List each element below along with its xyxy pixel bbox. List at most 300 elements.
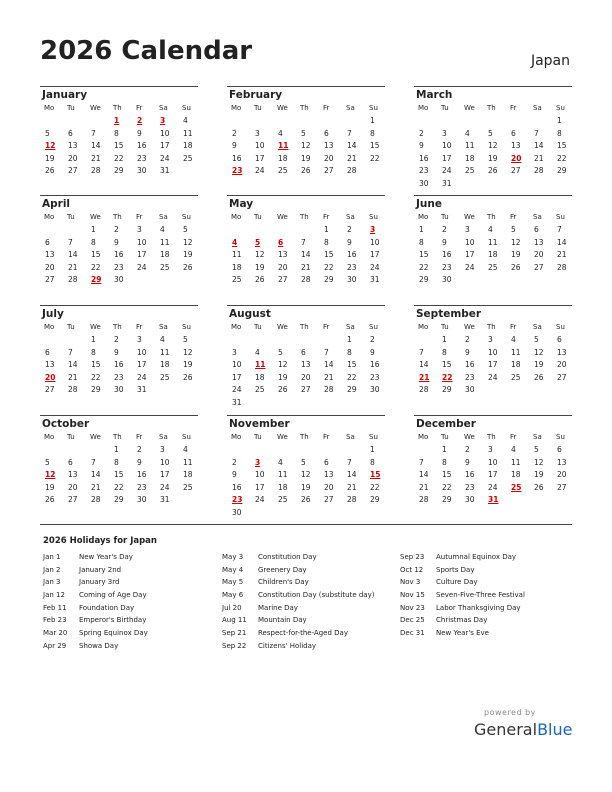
empty-cell <box>250 224 273 237</box>
holiday-day: 3 <box>255 457 261 467</box>
weekday-label: Sa <box>159 213 168 221</box>
day-cell: 10 <box>488 347 498 357</box>
day-cell: 17 <box>442 153 452 163</box>
day-cell: 19 <box>183 250 193 259</box>
day-cell: 28 <box>419 495 429 504</box>
day-cell: 30 <box>137 166 147 175</box>
days-grid <box>40 444 198 507</box>
day-cell: 16 <box>465 360 475 369</box>
day-cell: 11 <box>511 347 521 357</box>
holiday-day: 11 <box>278 141 289 150</box>
weekday-label: We <box>277 433 288 441</box>
month-name: November <box>229 418 290 430</box>
weekday-label: Mo <box>418 323 429 331</box>
day-cell: 18 <box>183 141 193 150</box>
weekday-label: Tu <box>441 213 449 221</box>
day-cell: 8 <box>442 347 447 357</box>
day-cell: 5 <box>45 457 50 467</box>
day-cell: 30 <box>419 178 429 188</box>
weekday-label: Sa <box>533 323 542 331</box>
month-name: May <box>229 198 254 210</box>
day-cell: 4 <box>465 128 470 138</box>
day-cell: 26 <box>45 166 55 175</box>
holiday-name: Constitution Day (substitute day) <box>258 591 375 600</box>
holiday-name: Children's Day <box>258 578 309 587</box>
holiday-row <box>43 564 148 577</box>
weekday-label: We <box>277 213 288 221</box>
day-cell: 7 <box>557 225 562 234</box>
empty-cell <box>437 115 460 128</box>
day-cell: 26 <box>183 372 193 382</box>
day-cell: 19 <box>183 360 193 369</box>
month-april <box>40 195 198 287</box>
weekday-header <box>227 102 385 115</box>
day-cell: 2 <box>370 335 375 344</box>
holiday-day: 22 <box>442 372 453 382</box>
day-cell: 18 <box>511 470 521 479</box>
day-cell: 27 <box>68 495 78 504</box>
empty-cell <box>40 115 63 128</box>
holiday-name: Emperor's Birthday <box>79 616 147 625</box>
day-cell: 20 <box>534 250 544 259</box>
day-cell: 1 <box>419 225 424 234</box>
day-cell: 8 <box>114 128 119 138</box>
day-cell: 18 <box>488 250 498 259</box>
month-september <box>414 305 572 397</box>
day-cell: 19 <box>534 470 544 479</box>
day-cell: 26 <box>534 372 544 382</box>
day-cell: 6 <box>557 335 562 344</box>
day-cell: 2 <box>114 225 119 234</box>
day-cell: 22 <box>324 262 334 272</box>
weekday-label: Su <box>182 213 191 221</box>
day-cell: 21 <box>91 153 101 163</box>
holiday-name: Christmas Day <box>436 616 488 625</box>
day-cell: 15 <box>114 141 124 150</box>
day-cell: 25 <box>278 166 288 175</box>
weekday-label: Sa <box>159 433 168 441</box>
empty-cell <box>506 115 529 128</box>
day-cell: 18 <box>160 250 170 259</box>
weekday-label: Fr <box>136 213 143 221</box>
weekday-label: Th <box>113 213 122 221</box>
day-cell: 15 <box>324 250 334 259</box>
day-cell: 28 <box>534 166 544 175</box>
day-cell: 31 <box>137 385 147 394</box>
day-cell: 22 <box>419 262 429 272</box>
day-cell: 19 <box>45 153 55 163</box>
day-cell: 9 <box>370 347 375 357</box>
weekday-label: Mo <box>44 104 55 112</box>
month-october <box>40 415 198 507</box>
holiday-row <box>222 564 374 577</box>
holiday-day: 12 <box>45 470 56 479</box>
days-grid <box>227 444 385 519</box>
weekday-label: Mo <box>231 104 242 112</box>
month-name: April <box>42 198 71 210</box>
day-cell: 21 <box>301 262 311 272</box>
day-cell: 12 <box>301 470 311 479</box>
day-cell: 1 <box>557 116 562 125</box>
day-cell: 12 <box>488 141 498 150</box>
day-cell: 7 <box>91 128 96 138</box>
holiday-date: Jan 3 <box>43 578 61 587</box>
day-cell: 10 <box>255 141 265 150</box>
day-cell: 24 <box>370 262 380 272</box>
holiday-date: Dec 25 <box>400 616 425 625</box>
day-cell: 14 <box>324 360 334 369</box>
day-cell: 15 <box>347 360 357 369</box>
day-cell: 16 <box>137 141 147 150</box>
day-cell: 20 <box>557 360 567 369</box>
day-cell: 6 <box>45 347 50 357</box>
holiday-column <box>222 551 374 653</box>
day-cell: 16 <box>114 250 124 259</box>
empty-cell <box>342 115 365 128</box>
day-cell: 17 <box>137 250 147 259</box>
day-cell: 2 <box>232 457 237 467</box>
day-cell: 6 <box>557 445 562 454</box>
day-cell: 4 <box>183 445 188 454</box>
holiday-date: Nov 3 <box>400 578 421 587</box>
day-cell: 14 <box>301 250 311 259</box>
day-cell: 2 <box>232 128 237 138</box>
holiday-day: 20 <box>511 153 522 163</box>
day-cell: 7 <box>324 347 329 357</box>
weekday-label: We <box>90 213 101 221</box>
day-cell: 8 <box>557 128 562 138</box>
country-label: Japan <box>530 53 570 69</box>
day-cell: 27 <box>278 275 288 284</box>
day-cell: 21 <box>68 372 78 382</box>
weekday-label: Mo <box>418 433 429 441</box>
day-cell: 5 <box>278 347 283 357</box>
weekday-label: Th <box>300 104 309 112</box>
empty-cell <box>273 444 296 457</box>
day-cell: 7 <box>347 457 352 467</box>
day-cell: 24 <box>488 372 498 382</box>
day-cell: 12 <box>534 457 544 467</box>
day-cell: 17 <box>160 470 170 479</box>
day-cell: 31 <box>160 166 170 175</box>
weekday-label: We <box>277 323 288 331</box>
holiday-name: Culture Day <box>436 578 478 587</box>
month-may <box>227 195 385 287</box>
holiday-date: May 6 <box>222 591 244 600</box>
holiday-row <box>43 627 148 640</box>
weekday-label: Sa <box>159 323 168 331</box>
day-cell: 11 <box>488 237 498 247</box>
day-cell: 16 <box>347 250 357 259</box>
day-cell: 10 <box>160 128 170 138</box>
day-cell: 15 <box>91 250 101 259</box>
holiday-date: Sep 23 <box>400 553 425 561</box>
empty-cell <box>40 334 63 347</box>
weekday-label: Tu <box>441 104 449 112</box>
month-name: February <box>229 89 283 101</box>
weekday-header <box>40 431 198 444</box>
day-cell: 28 <box>419 385 429 394</box>
day-cell: 16 <box>442 250 452 259</box>
holiday-name: Marine Day <box>258 603 298 612</box>
holiday-name: Autumnal Equinox Day <box>436 553 517 561</box>
day-cell: 31 <box>232 397 242 407</box>
holiday-date: Jan 1 <box>43 553 61 561</box>
weekday-label: We <box>464 323 475 331</box>
weekday-label: Mo <box>231 433 242 441</box>
weekday-label: Fr <box>510 433 517 441</box>
holiday-row <box>400 589 525 602</box>
empty-cell <box>227 115 250 128</box>
day-cell: 18 <box>465 153 475 163</box>
day-cell: 30 <box>114 385 124 394</box>
day-cell: 23 <box>137 482 147 492</box>
day-cell: 8 <box>114 457 119 467</box>
holiday-date: Oct 12 <box>400 565 424 574</box>
weekday-label: Th <box>487 323 496 331</box>
day-cell: 23 <box>419 166 429 175</box>
day-cell: 11 <box>160 237 170 247</box>
day-cell: 19 <box>255 262 265 272</box>
day-cell: 6 <box>511 128 516 138</box>
day-cell: 4 <box>488 225 493 234</box>
weekday-header <box>227 431 385 444</box>
month-name: December <box>416 418 476 430</box>
day-cell: 29 <box>370 495 380 504</box>
day-cell: 12 <box>511 237 521 247</box>
holiday-row <box>400 551 525 564</box>
day-cell: 11 <box>183 128 193 138</box>
day-cell: 22 <box>442 482 452 492</box>
day-cell: 7 <box>68 347 73 357</box>
day-cell: 9 <box>419 141 424 150</box>
empty-cell <box>529 115 552 128</box>
day-cell: 3 <box>488 335 493 344</box>
weekday-label: Th <box>300 213 309 221</box>
empty-cell <box>319 115 342 128</box>
day-cell: 25 <box>255 385 265 394</box>
empty-cell <box>86 444 109 457</box>
day-cell: 21 <box>557 250 567 259</box>
day-cell: 24 <box>255 495 265 504</box>
day-cell: 14 <box>557 237 567 247</box>
day-cell: 3 <box>137 225 142 234</box>
holiday-name: Sports Day <box>436 565 475 574</box>
day-cell: 22 <box>91 262 101 272</box>
day-cell: 8 <box>370 457 375 467</box>
day-cell: 17 <box>488 360 498 369</box>
brand-blue: Blue <box>537 720 573 739</box>
month-name: March <box>416 89 453 101</box>
day-cell: 9 <box>465 347 470 357</box>
day-cell: 26 <box>534 482 544 492</box>
holiday-date: Sep 22 <box>222 641 247 650</box>
holiday-name: Coming of Age Day <box>79 591 147 600</box>
day-cell: 15 <box>370 141 380 150</box>
day-cell: 26 <box>183 262 193 272</box>
day-cell: 25 <box>278 495 288 504</box>
day-cell: 1 <box>442 445 447 454</box>
day-cell: 8 <box>91 347 96 357</box>
day-cell: 24 <box>160 482 170 492</box>
day-cell: 29 <box>324 275 334 284</box>
day-cell: 22 <box>370 482 380 492</box>
weekday-label: Su <box>556 213 565 221</box>
weekday-label: Tu <box>441 433 449 441</box>
holiday-day: 6 <box>278 237 284 247</box>
day-cell: 13 <box>278 250 288 259</box>
day-cell: 20 <box>45 262 55 272</box>
weekday-label: Tu <box>67 104 75 112</box>
holiday-name: Seven-Five-Three Festival <box>436 591 525 600</box>
day-cell: 5 <box>534 445 539 454</box>
month-name: June <box>416 198 442 210</box>
days-grid <box>227 334 385 409</box>
day-cell: 12 <box>255 250 265 259</box>
holiday-day: 25 <box>511 482 522 492</box>
day-cell: 29 <box>419 275 429 284</box>
holiday-day: 31 <box>488 495 499 504</box>
day-cell: 9 <box>137 128 142 138</box>
day-cell: 28 <box>68 385 78 394</box>
day-cell: 12 <box>278 360 288 369</box>
day-cell: 17 <box>255 153 265 163</box>
day-cell: 17 <box>137 360 147 369</box>
day-cell: 3 <box>160 445 165 454</box>
weekday-label: Th <box>113 104 122 112</box>
weekday-label: Sa <box>346 213 355 221</box>
month-january <box>40 86 198 178</box>
day-cell: 14 <box>347 141 357 150</box>
holiday-day: 20 <box>45 372 56 382</box>
holiday-row <box>43 576 148 589</box>
day-cell: 12 <box>534 347 544 357</box>
day-cell: 12 <box>301 141 311 150</box>
holiday-name: Foundation Day <box>79 603 135 612</box>
days-grid <box>40 224 198 287</box>
day-cell: 2 <box>137 445 142 454</box>
month-name: August <box>229 308 271 320</box>
day-cell: 2 <box>465 335 470 344</box>
day-cell: 18 <box>183 470 193 479</box>
holiday-row <box>400 614 525 627</box>
weekday-label: Th <box>487 104 496 112</box>
weekday-label: Tu <box>67 323 75 331</box>
day-cell: 29 <box>442 495 452 504</box>
holiday-name: Spring Equinox Day <box>79 629 148 638</box>
day-cell: 2 <box>114 335 119 344</box>
day-cell: 22 <box>114 153 124 163</box>
day-cell: 26 <box>301 166 311 175</box>
day-cell: 28 <box>68 275 78 284</box>
weekday-label: Tu <box>67 433 75 441</box>
weekday-label: Su <box>556 433 565 441</box>
day-cell: 7 <box>534 128 539 138</box>
weekday-label: Fr <box>136 433 143 441</box>
holiday-name: Labor Thanksgiving Day <box>436 603 521 612</box>
day-cell: 5 <box>183 335 188 344</box>
weekday-label: Sa <box>346 323 355 331</box>
day-cell: 25 <box>232 275 242 284</box>
holiday-row <box>400 627 525 640</box>
day-cell: 11 <box>232 250 242 259</box>
weekday-label: Tu <box>254 323 262 331</box>
day-cell: 27 <box>511 166 521 175</box>
day-cell: 29 <box>114 166 124 175</box>
weekday-label: Su <box>369 213 378 221</box>
weekday-header <box>414 431 572 444</box>
day-cell: 8 <box>347 347 352 357</box>
day-cell: 31 <box>442 178 452 188</box>
day-cell: 13 <box>511 141 521 150</box>
day-cell: 22 <box>557 153 567 163</box>
weekday-label: Fr <box>323 213 330 221</box>
day-cell: 8 <box>370 128 375 138</box>
weekday-label: Fr <box>323 433 330 441</box>
day-cell: 21 <box>68 262 78 272</box>
day-cell: 10 <box>255 470 265 479</box>
weekday-label: We <box>90 433 101 441</box>
day-cell: 25 <box>183 153 193 163</box>
day-cell: 6 <box>534 225 539 234</box>
day-cell: 18 <box>278 482 288 492</box>
day-cell: 25 <box>183 482 193 492</box>
holiday-column <box>43 551 148 653</box>
day-cell: 4 <box>278 457 283 467</box>
day-cell: 9 <box>232 470 237 479</box>
day-cell: 22 <box>91 372 101 382</box>
day-cell: 25 <box>488 262 498 272</box>
holiday-day: 11 <box>255 360 266 369</box>
day-cell: 13 <box>68 470 78 479</box>
day-cell: 20 <box>68 153 78 163</box>
day-cell: 8 <box>91 237 96 247</box>
day-cell: 16 <box>419 153 429 163</box>
day-cell: 22 <box>370 153 380 163</box>
day-cell: 17 <box>160 141 170 150</box>
day-cell: 27 <box>534 262 544 272</box>
empty-cell <box>319 444 342 457</box>
weekday-label: Su <box>182 104 191 112</box>
brand-general: General <box>474 720 538 739</box>
day-cell: 24 <box>137 262 147 272</box>
day-cell: 30 <box>465 495 475 504</box>
holiday-date: Nov 23 <box>400 603 425 612</box>
month-name: July <box>42 308 64 320</box>
generalblue-logo[interactable] <box>474 720 572 739</box>
day-cell: 14 <box>419 360 429 369</box>
day-cell: 1 <box>91 225 96 234</box>
day-cell: 9 <box>442 237 447 247</box>
day-cell: 30 <box>137 495 147 504</box>
holiday-date: Dec 31 <box>400 629 425 638</box>
day-cell: 17 <box>465 250 475 259</box>
day-cell: 27 <box>301 385 311 394</box>
day-cell: 23 <box>465 482 475 492</box>
day-cell: 24 <box>137 372 147 382</box>
month-name: January <box>42 89 88 101</box>
day-cell: 25 <box>160 372 170 382</box>
day-cell: 6 <box>68 457 73 467</box>
day-cell: 1 <box>91 335 96 344</box>
month-february <box>227 86 385 178</box>
day-cell: 10 <box>137 347 147 357</box>
day-cell: 19 <box>45 482 55 492</box>
holiday-date: Feb 11 <box>43 603 67 612</box>
weekday-label: Fr <box>510 104 517 112</box>
weekday-label: Su <box>182 433 191 441</box>
day-cell: 15 <box>442 470 452 479</box>
